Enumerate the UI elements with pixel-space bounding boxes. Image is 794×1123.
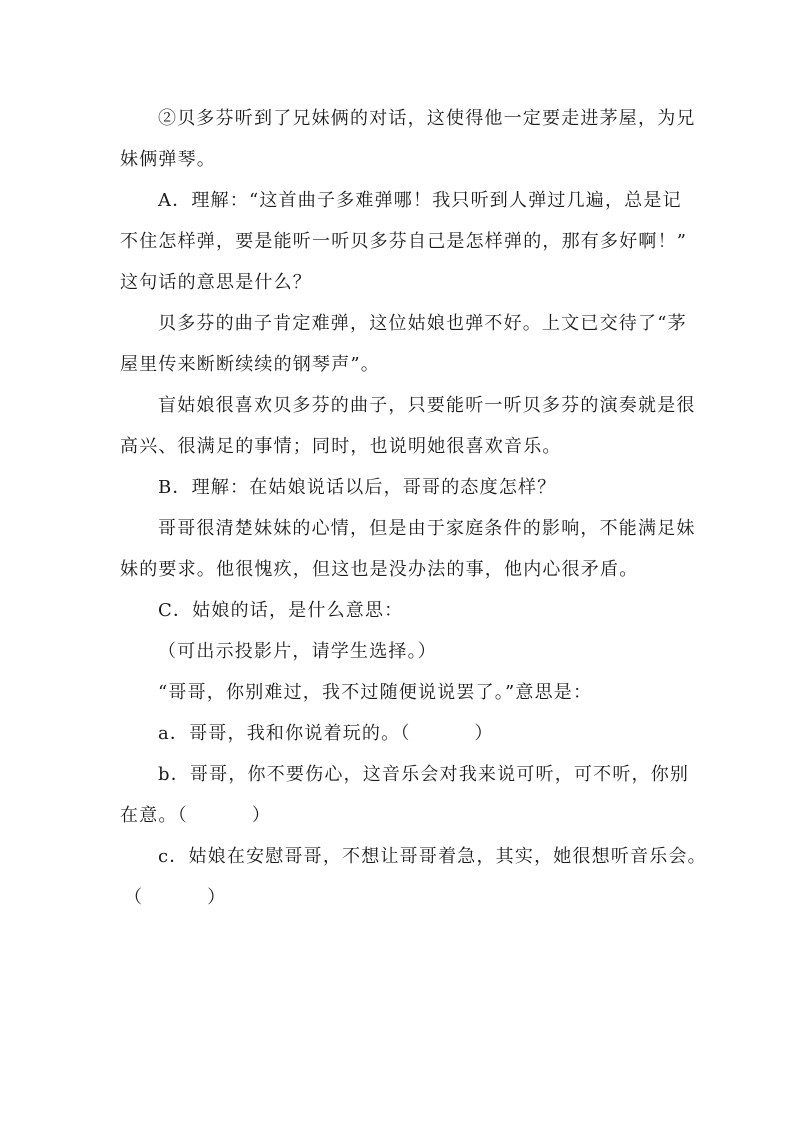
question-b-line: B．理解：在姑娘说话以后，哥哥的态度怎样？ bbox=[158, 477, 557, 498]
paragraph-line: ②贝多芬听到了兄妹俩的对话，这使得他一定要走进茅屋，为兄 bbox=[158, 108, 696, 129]
option-c-close: ） bbox=[207, 887, 227, 908]
option-b-close: ） bbox=[251, 805, 272, 826]
paragraph-line: 妹俩弹琴。 bbox=[120, 149, 216, 170]
option-c-line: c．姑娘在安慰哥哥，不想让哥哥着急，其实，她很想听音乐会。 bbox=[158, 846, 707, 867]
question-a-line: 这句话的意思是什么？ bbox=[120, 272, 312, 293]
option-a-text: a．哥哥，我和你说着玩的。（ bbox=[158, 723, 411, 744]
option-b bbox=[120, 804, 271, 828]
instruction-note: （可出示投影片，请学生选择。） bbox=[158, 641, 437, 662]
answer-line: 哥哥很清楚妹妹的心情，但是由于家庭条件的影响，不能满足妹 bbox=[158, 518, 696, 539]
option-c-open: （ bbox=[124, 887, 144, 908]
quote-line: “哥哥，你别难过，我不过随便说说罢了。”意思是： bbox=[158, 682, 593, 703]
question-a-line: 不住怎样弹，要是能听一听贝多芬自己是怎样弹的，那有多好啊！” bbox=[120, 231, 688, 252]
question-a-line: A．理解：“这首曲子多难弹哪！我只听到人弹过几遍，总是记 bbox=[158, 190, 682, 211]
answer-line: 高兴、很满足的事情；同时，也说明她很喜欢音乐。 bbox=[120, 436, 562, 457]
option-a bbox=[158, 722, 494, 746]
answer-line: 盲姑娘很喜欢贝多芬的曲子，只要能听一听贝多芬的演奏就是很 bbox=[158, 395, 696, 416]
option-b-line: b．哥哥，你不要伤心，这音乐会对我来说可听，可不听，你别 bbox=[158, 764, 690, 785]
option-c bbox=[124, 886, 226, 910]
option-b-text: 在意。（ bbox=[120, 805, 188, 826]
answer-line: 贝多芬的曲子肯定难弹，这位姑娘也弹不好。上文已交待了“茅 bbox=[158, 313, 687, 334]
answer-line: 屋里传来断断续续的钢琴声”。 bbox=[120, 354, 381, 375]
answer-line: 妹的要求。他很愧疚，但这也是没办法的事，他内心很矛盾。 bbox=[120, 559, 639, 580]
option-a-close: ） bbox=[474, 723, 494, 744]
question-c-line: C．姑娘的话，是什么意思： bbox=[158, 600, 404, 621]
